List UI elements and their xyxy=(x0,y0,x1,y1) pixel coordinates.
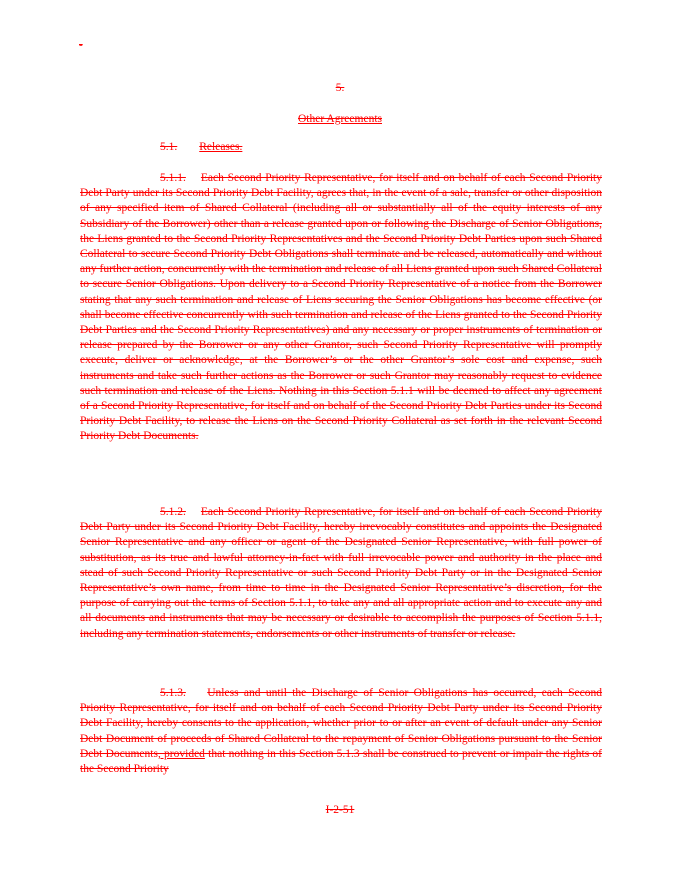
paragraph-text: Each Second Priority Representative, for itself and on behalf of each Second Priority Debt Party under its Second Priority Debt Facility, agrees that, in the event of a sale, transfer or other disposition of any specified item of Shared Collateral (including all or substantially all of the equity interests of any Subsidiary of the Borrower) other than a release granted upon or following the Discharge of Senior Obligations, the Liens granted to the Second Priority Representatives and the Second Priority Debt Parties upon such Shared Collateral to secure Second Priority Debt Obligations shall terminate and be released, automatically and without any further action, concurrently with the termination and release of all Liens granted upon such Shared Collateral to secure Senior Obligations. Upon delivery to a Second Priority Representative of a notice from the Borrower stating that any such termination and release of Liens securing the Senior Obligations has become effective (or shall become effective concurrently with such termination and release of the Liens granted to the Second Priority Debt Parties and the Second Priority Representatives) and any necessary or proper instruments of termination or release prepared by the Borrower or any other Grantor, such Second Priority Representative will promptly execute, deliver or acknowledge, at the Borrower’s or the other Grantor’s sole cost and expense, such instruments and take such further actions as the Borrower or such Grantor may reasonably request to evidence such termination and release of the Liens. Nothing in this Section 5.1.1 will be deemed to affect any agreement of a Second Priority Representative, for itself and on behalf of the Second Priority Debt Parties under its Second Priority Debt Facility, to release the Liens on the Second Priority Collateral as set forth in the relevant Second Priority Debt Documents. xyxy=(80,172,602,443)
paragraph-5-1-3 xyxy=(80,686,602,777)
top-change-mark: - xyxy=(79,39,83,51)
article-title xyxy=(0,112,680,126)
page-footer xyxy=(0,803,680,817)
paragraph-text: Each Second Priority Representative, for itself and on behalf of each Second Priority Debt Party under its Second Priority Debt Facility, hereby irrevocably constitutes and appoints the Designated Senior Representative and any officer or agent of the Designated Senior Representative, with full power of substitution, as its true and lawful attorney-in-fact with full irrevocable power and authority in the place and stead of such Second Priority Representative or such Second Priority Debt Party or in the Designated Senior Representative’s own name, from time to time in the Designated Senior Representative’s discretion, for the purpose of carrying out the terms of Section 5.1.1, to take any and all appropriate action and to execute any and all documents and instruments that may be necessary or desirable to accomplish the purposes of Section 5.1.1, including any termination statements, endorsements or other instruments of transfer or release. xyxy=(80,506,602,640)
section-number: 5.1. xyxy=(160,141,178,153)
paragraph-text: Unless and until the Discharge of Senior Obligations has occurred, each Second Priority Representative, for itself and on behalf of each Second Priority Debt Party under its Second Priority Debt Facility, hereby consents to the application, whether prior to or after an event of default under any Senior Debt Document of proceeds of Shared Collateral to the repayment of Senior Obligations pursuant to the Senior Debt Documents xyxy=(80,687,603,760)
section-heading xyxy=(160,140,242,154)
article-number-text: 5. xyxy=(335,82,345,94)
paragraph-text-continued: that nothing in this Section 5.1.3 shall be construed to prevent or impair the rights of the Second Priority xyxy=(80,747,602,776)
paragraph-number: 5.1.2. xyxy=(160,506,186,518)
paragraph-number: 5.1.3. xyxy=(160,687,186,699)
section-title: Releases. xyxy=(199,141,243,153)
paragraph-5-1-2 xyxy=(80,505,602,642)
article-title-text: Other Agreements xyxy=(298,113,382,125)
paragraph-5-1-1 xyxy=(80,171,602,445)
provided-clause: , provided xyxy=(157,747,205,760)
article-number xyxy=(0,81,680,95)
page-number: I-2-51 xyxy=(325,804,355,816)
paragraph-number: 5.1.1. xyxy=(160,172,186,184)
